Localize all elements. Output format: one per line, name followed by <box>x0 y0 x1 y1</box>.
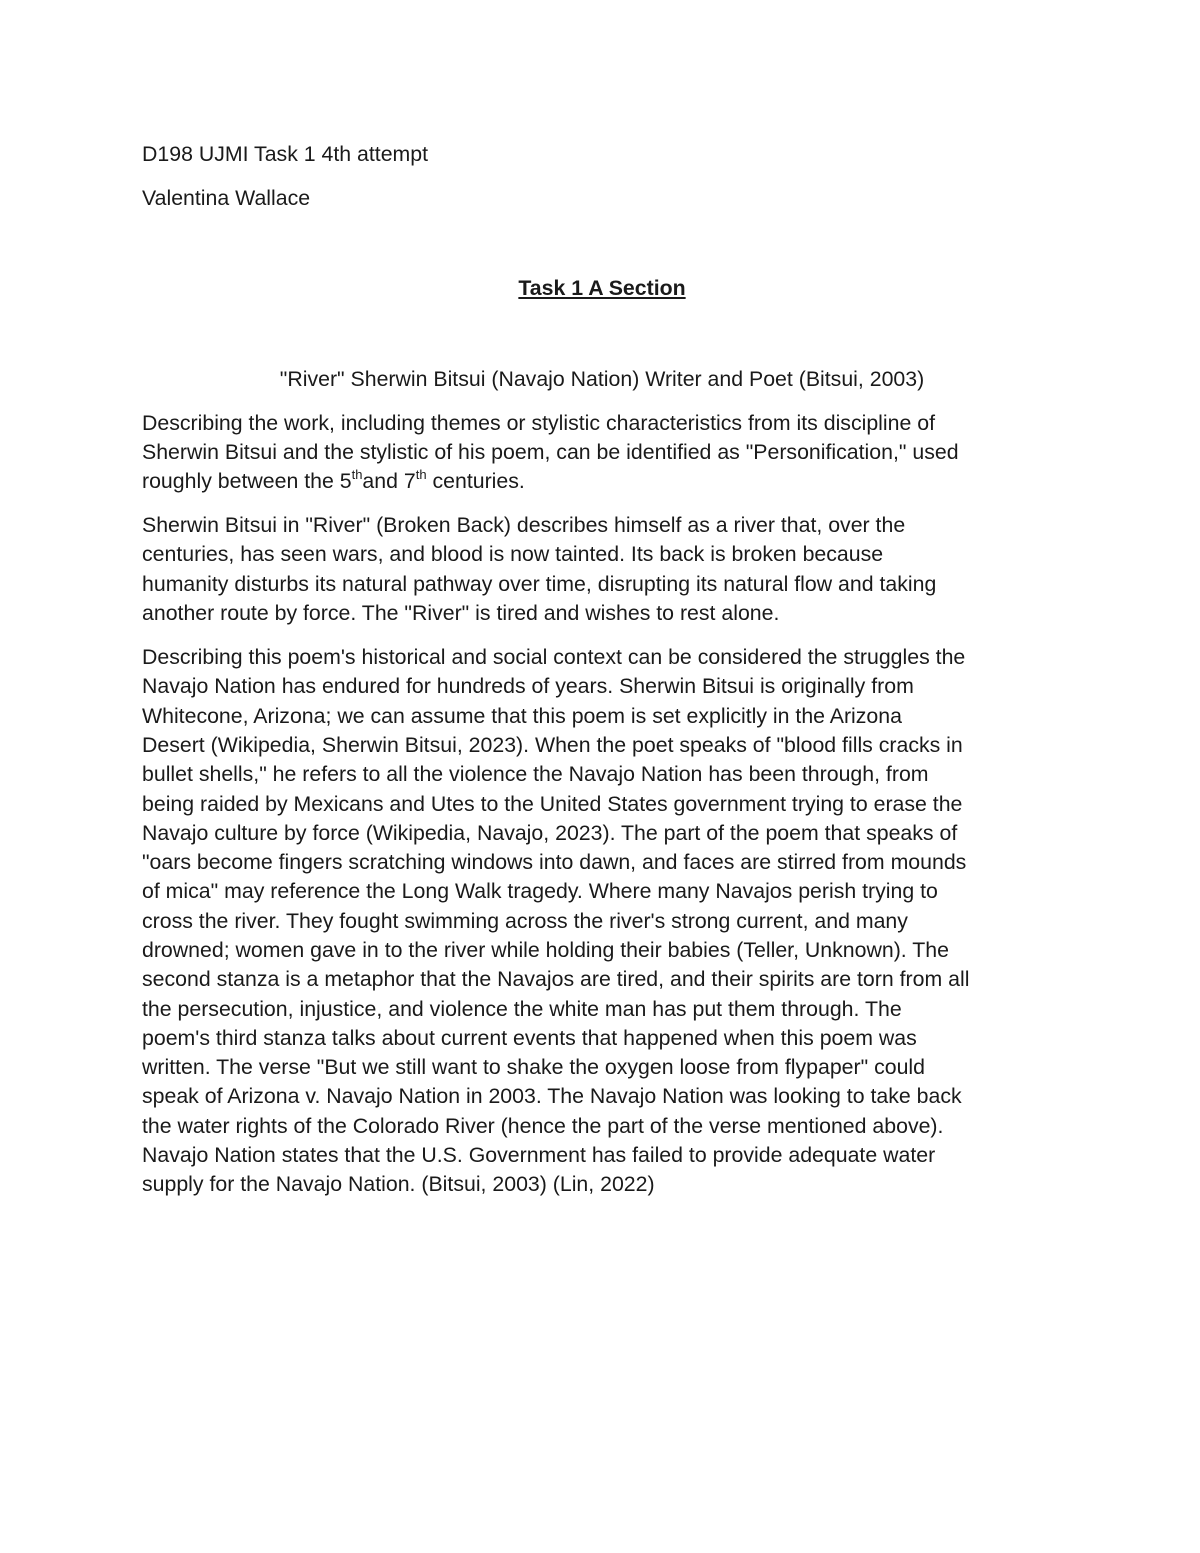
paragraph-line: Navajo culture by force (Wikipedia, Navajo, 2023). The part of the poem that speaks of <box>142 820 958 845</box>
paragraph-line: another route by force. The "River" is tired and wishes to rest alone. <box>142 601 780 626</box>
paragraph-line: the persecution, injustice, and violence the white man has put them through. The <box>142 996 902 1021</box>
paragraph-line: Sherwin Bitsui in "River" (Broken Back) describes himself as a river that, over the <box>142 513 906 538</box>
text-run: roughly between the 5 <box>142 469 352 494</box>
paragraph-line: humanity disturbs its natural pathway over time, disrupting its natural flow and taking <box>142 571 937 596</box>
paragraph-line: poem's third stanza talks about current events that happened when this poem was <box>142 1025 917 1050</box>
superscript-th: th <box>415 467 427 483</box>
paragraph-line: being raided by Mexicans and Utes to the United States government trying to erase the <box>142 791 963 816</box>
paragraph-description <box>142 409 1062 497</box>
paragraph-line: Navajo Nation states that the U.S. Government has failed to provide adequate water <box>142 1143 936 1168</box>
paragraph-line: bullet shells," he refers to all the violence the Navajo Nation has been through, from <box>142 762 929 787</box>
paragraph-line: supply for the Navajo Nation. (Bitsui, 2003) (Lin, 2022) <box>142 1172 655 1197</box>
paragraph-line: written. The verse "But we still want to shake the oxygen loose from flypaper" could <box>142 1055 925 1080</box>
paragraph-line: Describing the work, including themes or stylistic characteristics from its discipline of <box>142 410 935 435</box>
paragraph-line <box>142 467 1062 496</box>
poem-citation: "River" Sherwin Bitsui (Navajo Nation) Writer and Poet (Bitsui, 2003) <box>279 366 925 391</box>
paragraph-line: second stanza is a metaphor that the Navajos are tired, and their spirits are torn from all <box>142 967 970 992</box>
paragraph-line: cross the river. They fought swimming across the river's strong current, and many <box>142 908 908 933</box>
section-heading: Task 1 A Section <box>518 276 686 301</box>
paragraph-line: Navajo Nation has endured for hundreds of years. Sherwin Bitsui is originally from <box>142 674 914 699</box>
paragraph-line: Sherwin Bitsui and the stylistic of his poem, can be identified as "Personification," used <box>142 439 959 464</box>
paragraph-line: Desert (Wikipedia, Sherwin Bitsui, 2023). When the poet speaks of "blood fills cracks in <box>142 732 963 757</box>
paragraph-line: drowned; women gave in to the river while holding their babies (Teller, Unknown). The <box>142 937 949 962</box>
paragraph-line: the water rights of the Colorado River (hence the part of the verse mentioned above). <box>142 1113 944 1138</box>
document-body <box>142 140 1062 1214</box>
superscript-th: th <box>351 467 363 483</box>
text-run: centuries. <box>426 469 525 494</box>
paragraph-summary <box>142 511 1062 628</box>
paragraph-context <box>142 643 1062 1200</box>
paragraph-line: Describing this poem's historical and social context can be considered the struggles the <box>142 645 966 670</box>
assignment-title: D198 UJMI Task 1 4th attempt <box>142 142 429 166</box>
paragraph-line: centuries, has seen wars, and blood is now tainted. Its back is broken because <box>142 542 884 567</box>
author-name: Valentina Wallace <box>142 185 311 210</box>
paragraph-line: speak of Arizona v. Navajo Nation in 2003. The Navajo Nation was looking to take back <box>142 1084 962 1109</box>
paragraph-line: Whitecone, Arizona; we can assume that this poem is set explicitly in the Arizona <box>142 703 902 728</box>
paragraph-line: "oars become fingers scratching windows into dawn, and faces are stirred from mounds <box>142 850 967 875</box>
text-run: and 7 <box>362 469 416 494</box>
paragraph-line: of mica" may reference the Long Walk tragedy. Where many Navajos perish trying to <box>142 879 938 904</box>
